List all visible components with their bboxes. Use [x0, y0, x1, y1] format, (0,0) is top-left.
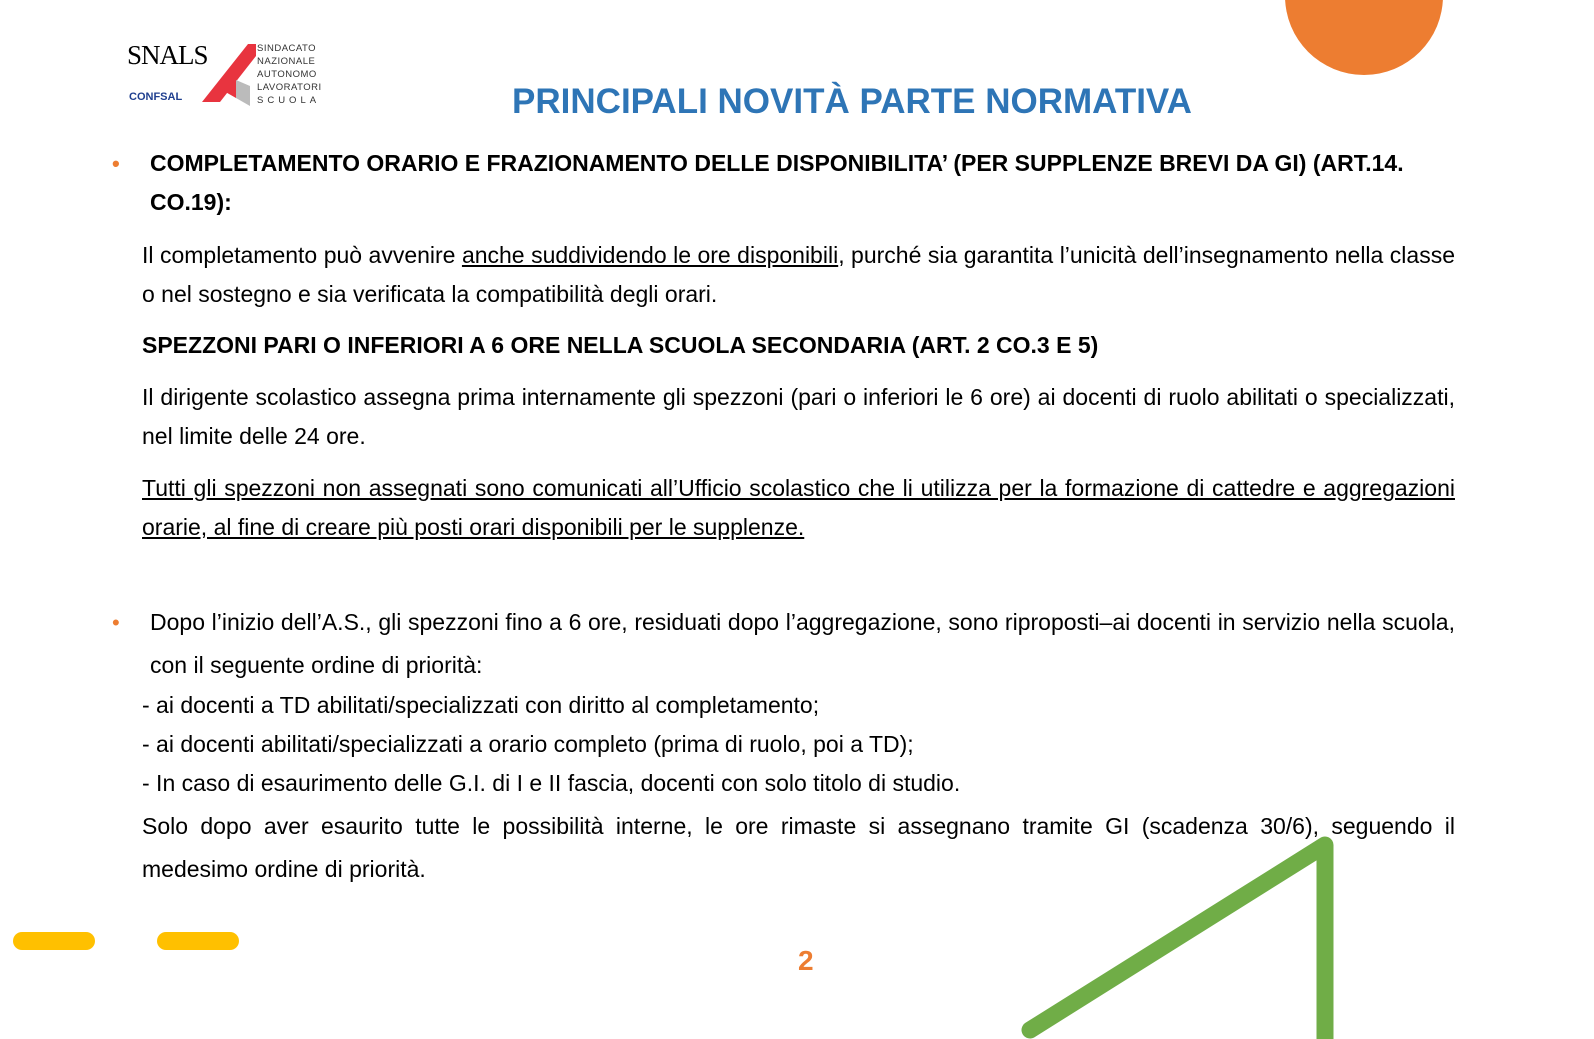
paragraph-completamento: Il completamento può avvenire anche suddividendo le ore disponibili, purché sia garantita l’unicità dell’insegnamento nella classe o nel sostegno e sia verificata la compatibilità degli orari. [142, 242, 1455, 307]
slide-title: PRINCIPALI NOVITÀ PARTE NORMATIVA [512, 82, 1192, 121]
snals-logo: SNALS CONFSAL SINDACATO NAZIONALE AUTONOMO LAVORATORI SCUOLA [127, 40, 322, 106]
bullet-heading-completamento: • COMPLETAMENTO ORARIO E FRAZIONAMENTO DELLE DISPONIBILITA’ (PER SUPPLENZE BREVI DA GI) (ART.14. CO.19): [150, 144, 1455, 222]
paragraph-spezzoni-non-assegnati: Tutti gli spezzoni non assegnati sono comunicati all’Ufficio scolastico che li utilizza per la formazione di cattedre e aggregazioni orarie, al fine di creare più posti orari disponibili per le supplenze. [142, 475, 1455, 540]
section-heading-spezzoni: SPEZZONI PARI O INFERIORI A 6 ORE NELLA SCUOLA SECONDARIA (ART. 2 CO.3 E 5) [142, 332, 1099, 358]
bullet-icon: • [112, 610, 120, 635]
bullet-dopo-inizio: • Dopo l’inizio dell’A.S., gli spezzoni fino a 6 ore, residuati dopo l’aggregazione, sono riproposti–ai docenti in servizio nella scuola, con il seguente ordine di priorità: [150, 601, 1455, 687]
paragraph-closing: Solo dopo aver esaurito tutte le possibilità interne, le ore rimaste si assegnano tramite GI (scadenza 30/6), seguendo il medesimo ordine di priorità. [142, 813, 1455, 882]
priority-item: - ai docenti abilitati/specializzati a orario completo (prima di ruolo, poi a TD); [142, 731, 914, 757]
paragraph-dirigente: Il dirigente scolastico assegna prima internamente gli spezzoni (pari o inferiori le 6 ore) ai docenti di ruolo abilitati o specializzati, nel limite delle 24 ore. [142, 384, 1455, 449]
priority-list [142, 686, 1455, 803]
priority-item: - ai docenti a TD abilitati/specializzati con diritto al completamento; [142, 692, 820, 718]
priority-item: - In caso di esaurimento delle G.I. di I e II fascia, docenti con solo titolo di studio. [142, 770, 961, 796]
page-number: 2 [798, 945, 814, 976]
bullet-icon: • [112, 151, 120, 176]
